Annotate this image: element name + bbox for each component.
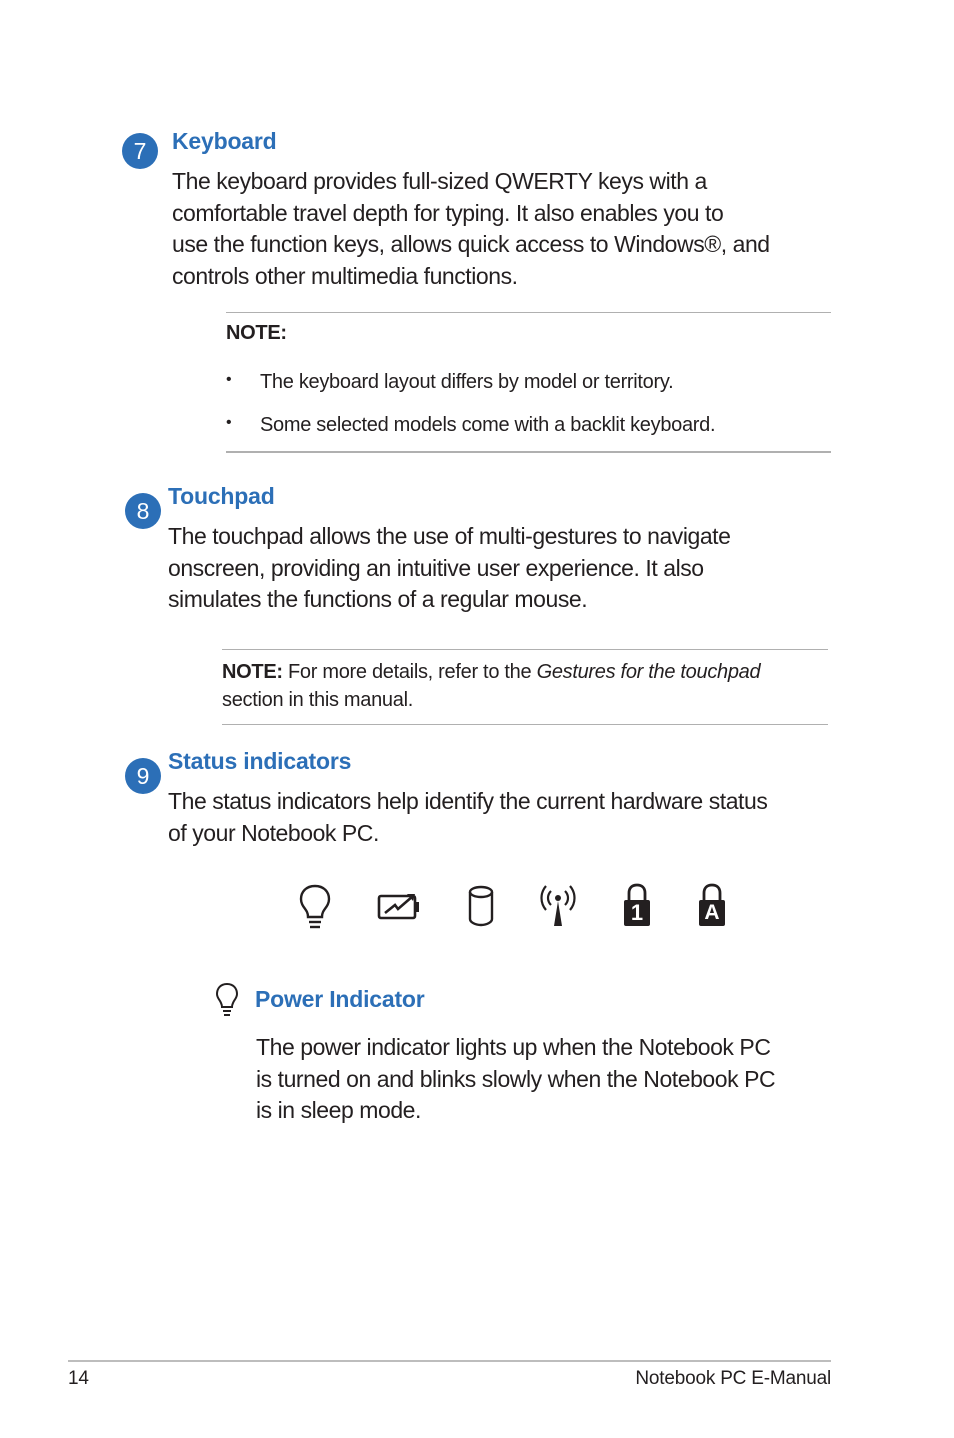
- section-number-badge: 7: [122, 133, 158, 169]
- text-line: is in sleep mode.: [256, 1097, 421, 1123]
- text-line: of your Notebook PC.: [168, 819, 379, 846]
- footer-rule: [68, 1360, 831, 1362]
- subsection-heading-power-indicator: Power Indicator: [255, 986, 425, 1012]
- section-heading-keyboard: Keyboard: [172, 128, 277, 154]
- touchpad-note: [222, 658, 828, 714]
- power-indicator-description: [256, 1032, 836, 1127]
- text-line: The status indicators help identify the current hardware status: [168, 788, 768, 814]
- note-label: NOTE:: [222, 661, 283, 683]
- text-line: simulates the functions of a regular mouse.: [168, 586, 588, 612]
- note-reference: Gestures for the touchpad: [536, 661, 761, 683]
- page-number: 14: [68, 1368, 89, 1389]
- text-line: The power indicator lights up when the Notebook PC: [256, 1034, 771, 1060]
- note-text-line2: section in this manual.: [222, 689, 413, 711]
- bullet-dot: •: [226, 414, 232, 431]
- power-icon: [214, 981, 240, 1017]
- section-heading-touchpad: Touchpad: [168, 483, 275, 509]
- note-text: For more details, refer to the: [282, 661, 537, 683]
- note-bottom-rule: [222, 724, 828, 725]
- section-heading-status-indicators: Status indicators: [168, 748, 352, 774]
- text-line: is turned on and blinks slowly when the Notebook PC: [256, 1065, 776, 1092]
- note-label: NOTE:: [226, 322, 287, 344]
- caps-lock-icon: [697, 882, 727, 928]
- wireless-icon: [538, 882, 578, 928]
- text-line: controls other multimedia functions.: [172, 262, 518, 289]
- num-lock-icon: [622, 882, 652, 928]
- power-icon: [298, 882, 332, 930]
- text-line: use the function keys, allows quick access to Windows®, and: [172, 231, 770, 257]
- battery-charge-icon: [376, 890, 422, 922]
- note-bottom-rule: [226, 451, 831, 453]
- note-bullet: [226, 371, 826, 397]
- status-description: [168, 786, 838, 849]
- note-top-rule: [222, 649, 828, 650]
- caps-lock-glyph: A: [704, 901, 720, 924]
- manual-title: Notebook PC E-Manual: [635, 1368, 831, 1389]
- note-top-rule: [226, 312, 831, 313]
- section-number-badge: 9: [125, 758, 161, 794]
- note-bullet: [226, 414, 826, 440]
- text-line: The touchpad allows the use of multi-gestures to navigate: [168, 523, 731, 549]
- bullet-dot: •: [226, 371, 232, 388]
- section-number-badge: 8: [125, 493, 161, 529]
- num-lock-glyph: 1: [630, 900, 644, 925]
- text-line: comfortable travel depth for typing. It also enables you to: [172, 199, 724, 226]
- keyboard-description: [172, 166, 832, 292]
- touchpad-description: [168, 521, 828, 616]
- bullet-text: Some selected models come with a backlit keyboard.: [260, 414, 716, 436]
- bullet-text: The keyboard layout differs by model or territory.: [260, 371, 674, 393]
- text-line: onscreen, providing an intuitive user experience. It also: [168, 554, 704, 581]
- drive-activity-icon: [466, 884, 496, 928]
- text-line: The keyboard provides full-sized QWERTY keys with a: [172, 168, 707, 194]
